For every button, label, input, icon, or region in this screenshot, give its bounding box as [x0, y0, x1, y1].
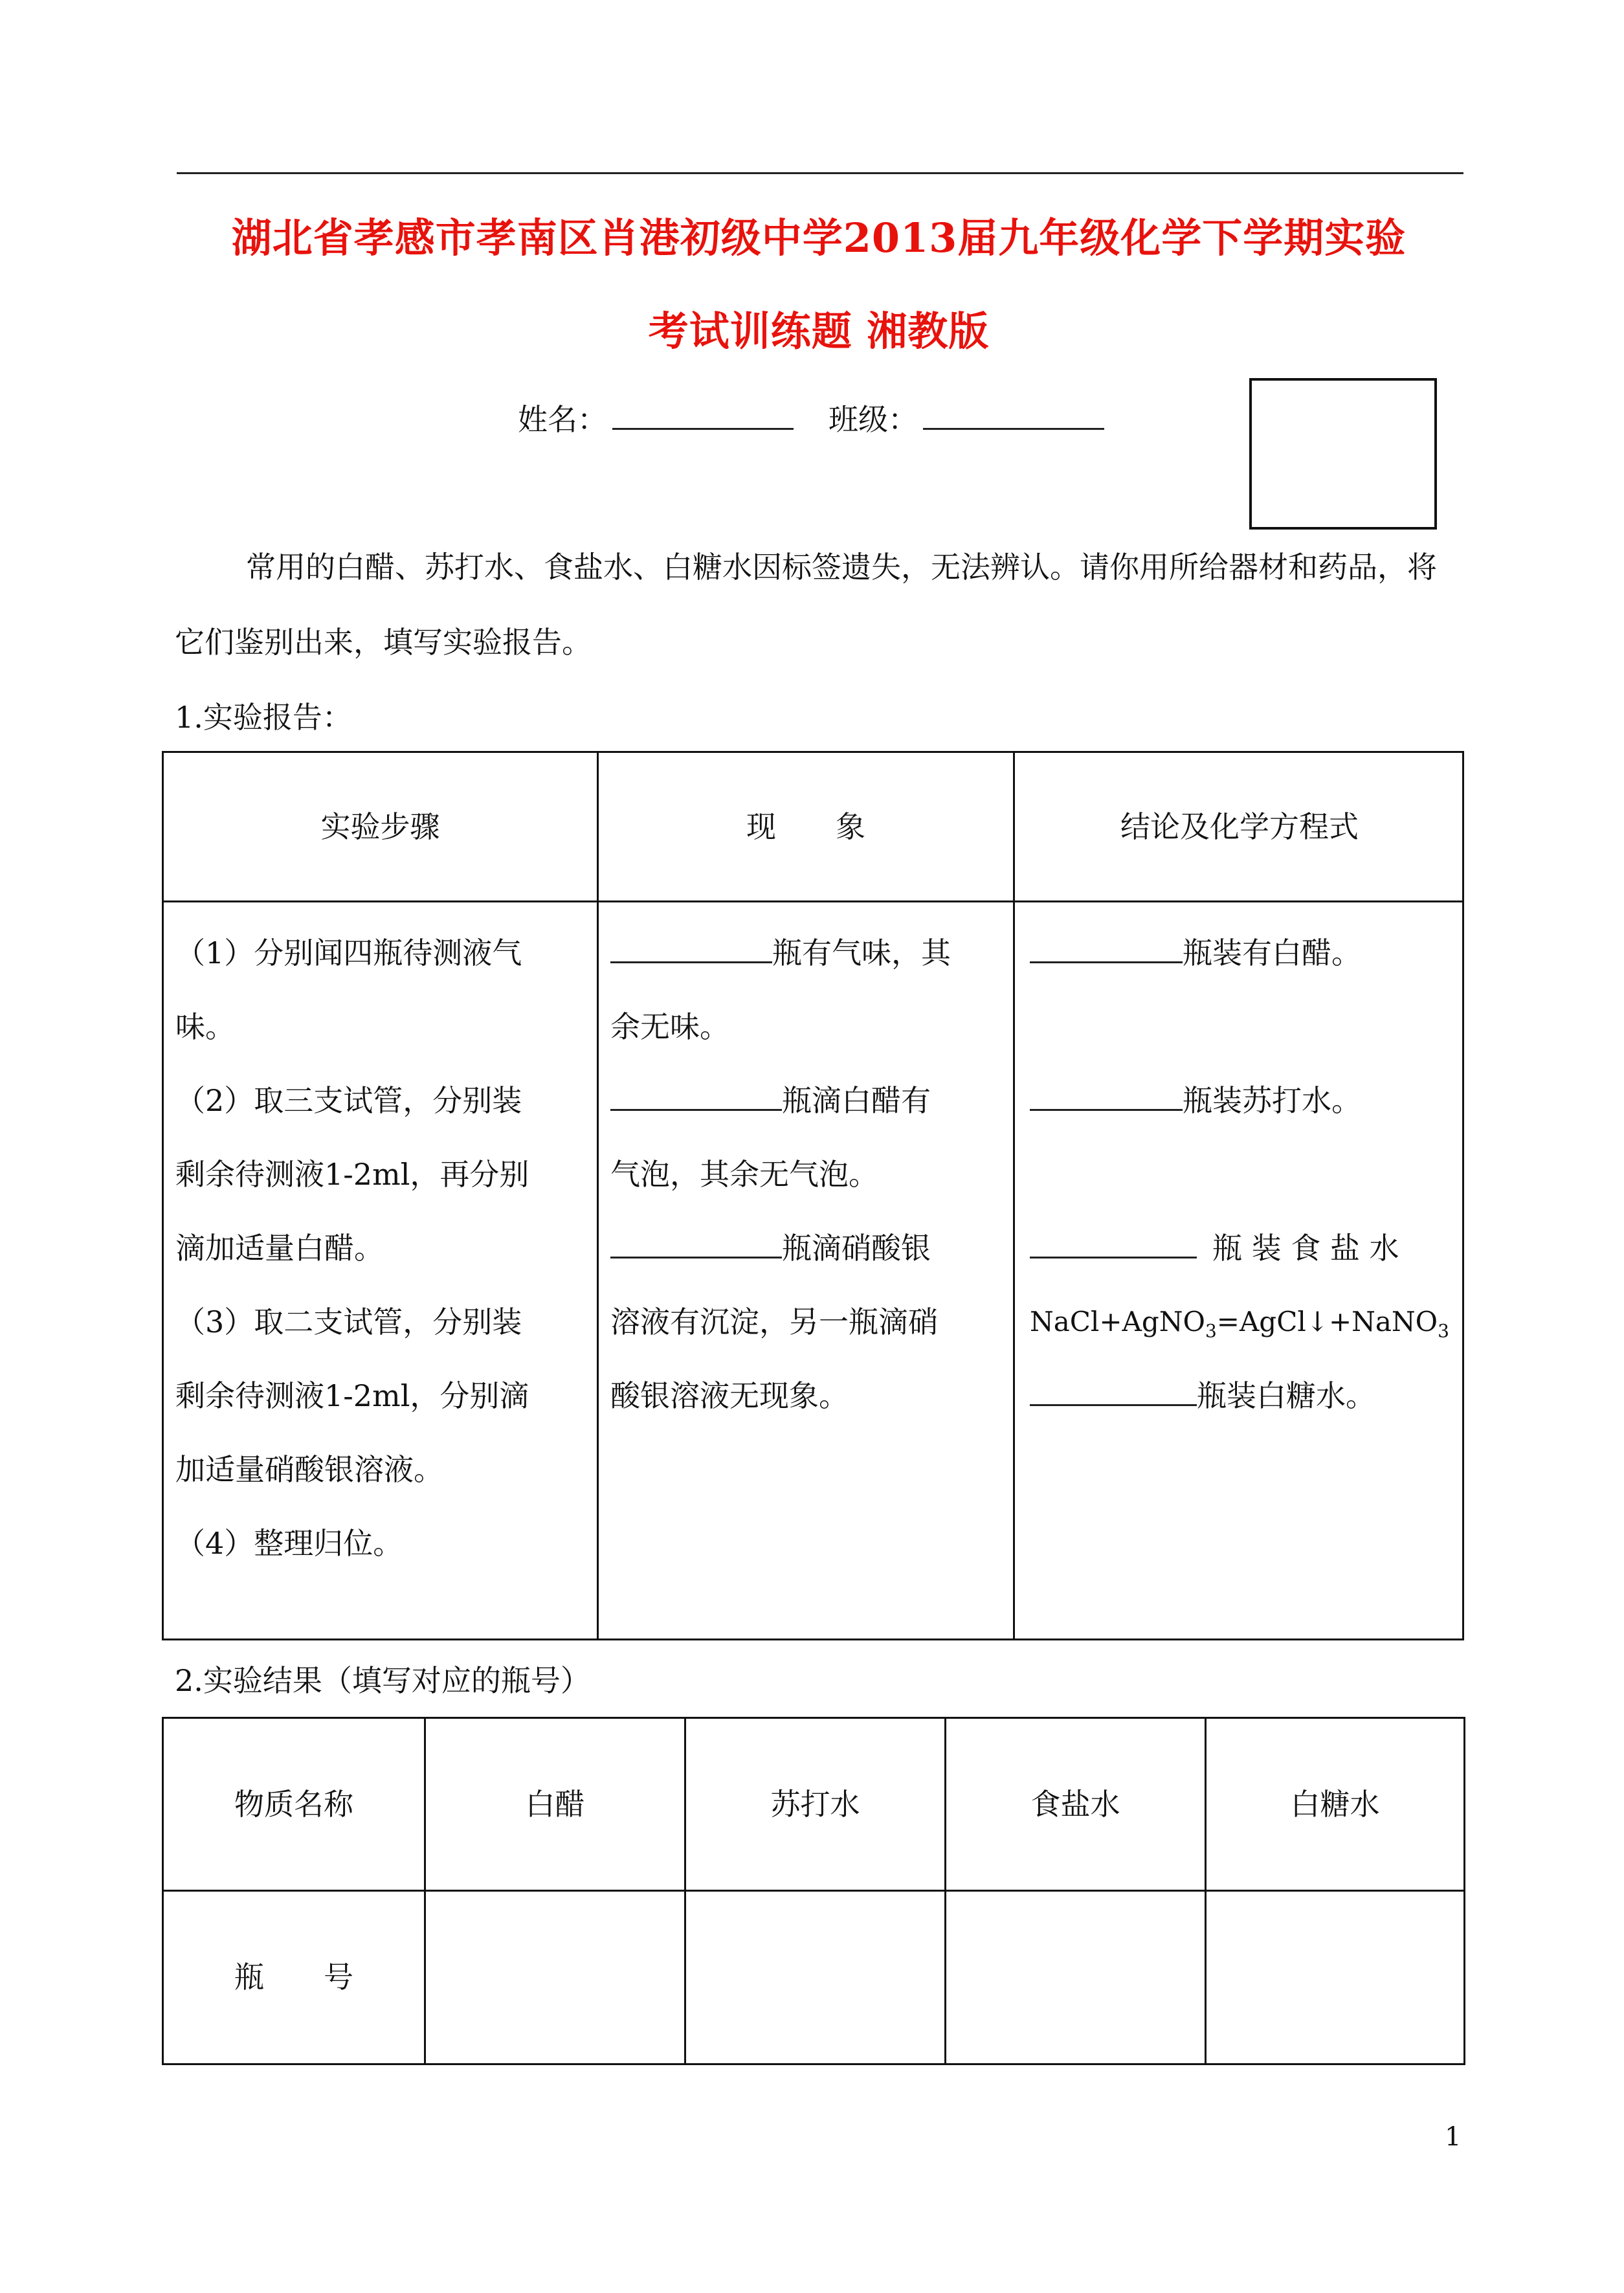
bottle-number-cell-sugar-water[interactable]: [1207, 1892, 1463, 2063]
result-header-vinegar: 白醋: [525, 1787, 585, 1822]
result-header-sugar-water: 白糖水: [1290, 1787, 1380, 1822]
result-header-soda-water: 苏打水: [770, 1787, 860, 1822]
steps-column: [175, 916, 590, 1580]
bottle-blank[interactable]: [1030, 935, 1183, 963]
step-line: 加适量硝酸银溶液。: [175, 1452, 443, 1487]
conclusion-line: 瓶装白糖水。: [1030, 1359, 1457, 1433]
chemical-equation: NaCl+AgNO$_3$=AgCl↓+NaNO$_3$: [1030, 1306, 1449, 1342]
conclusion-line: 瓶装苏打水。: [1030, 1064, 1457, 1137]
phenomenon-line: 余无味。: [610, 1009, 729, 1044]
bottle-blank[interactable]: [610, 1083, 782, 1111]
class-label: 班级：: [829, 402, 918, 437]
result-row-label-bottle-number: 瓶 号: [234, 1960, 353, 1995]
report-table: [162, 751, 1464, 1640]
phenomenon-line: 瓶滴硝酸银: [610, 1211, 1005, 1285]
conclusion-line: 瓶装有白醋。: [1030, 916, 1457, 990]
step-line: （3）取二支试管，分别装: [175, 1304, 522, 1339]
name-label: 姓名：: [518, 402, 607, 437]
step-line: 剩余待测液1-2ml，再分别: [175, 1157, 529, 1192]
step-line: （4）整理归位。: [175, 1526, 403, 1561]
name-blank[interactable]: [612, 402, 794, 430]
section2-heading: 2.实验结果（填写对应的瓶号）: [175, 1663, 590, 1698]
header-phenomena: 现 象: [746, 809, 865, 844]
result-header-salt-water: 食盐水: [1030, 1787, 1120, 1822]
phenomenon-line: 酸银溶液无现象。: [610, 1378, 849, 1413]
bottle-blank[interactable]: [610, 935, 772, 963]
step-line: 滴加适量白醋。: [175, 1231, 384, 1266]
document-title-line1: 湖北省孝感市孝南区肖港初级中学2013届九年级化学下学期实验: [231, 214, 1407, 262]
document-title-line2: 考试训练题 湘教版: [648, 308, 990, 355]
phenomenon-line: 气泡，其余无气泡。: [610, 1157, 878, 1192]
bottle-blank[interactable]: [1030, 1231, 1197, 1258]
step-line: 味。: [175, 1009, 235, 1044]
bottle-blank[interactable]: [1030, 1378, 1197, 1406]
conclusion-column: [1030, 916, 1457, 1433]
result-header-substance: 物质名称: [234, 1787, 353, 1822]
phenomenon-line: 瓶滴白醋有: [610, 1064, 1005, 1137]
header-rule: [177, 172, 1463, 174]
page-number: 1: [1445, 2122, 1462, 2152]
section1-heading: 1.实验报告：: [175, 700, 352, 735]
phenomena-column: [610, 916, 1005, 1433]
name-class-row: [518, 396, 1104, 439]
phenomenon-line: 溶液有沉淀，另一瓶滴硝: [610, 1304, 938, 1339]
step-line: （1）分别闻四瓶待测液气: [175, 935, 522, 970]
phenomenon-line: 瓶有气味，其: [610, 916, 1005, 990]
class-blank[interactable]: [923, 402, 1104, 430]
step-line: 剩余待测液1-2ml，分别滴: [175, 1378, 529, 1413]
bottle-number-cell-vinegar[interactable]: [426, 1892, 684, 2063]
score-box: [1249, 378, 1437, 530]
report-table-header-rule: [164, 900, 1462, 902]
step-line: （2）取三支试管，分别装: [175, 1083, 522, 1118]
intro-paragraph: 常用的白醋、苏打水、食盐水、白糖水因标签遗失，无法辨认。请你用所给器材和药品，将它们鉴别出来，填写实验报告。: [175, 550, 1437, 660]
header-conclusion: 结论及化学方程式: [1120, 809, 1359, 844]
bottle-blank[interactable]: [1030, 1083, 1183, 1111]
bottle-blank[interactable]: [610, 1231, 782, 1258]
conclusion-line: 瓶 装 食 盐 水: [1030, 1211, 1457, 1285]
header-steps: 实验步骤: [320, 809, 440, 844]
bottle-number-cell-soda-water[interactable]: [686, 1892, 944, 2063]
bottle-number-cell-salt-water[interactable]: [946, 1892, 1205, 2063]
result-table: [162, 1717, 1465, 2065]
